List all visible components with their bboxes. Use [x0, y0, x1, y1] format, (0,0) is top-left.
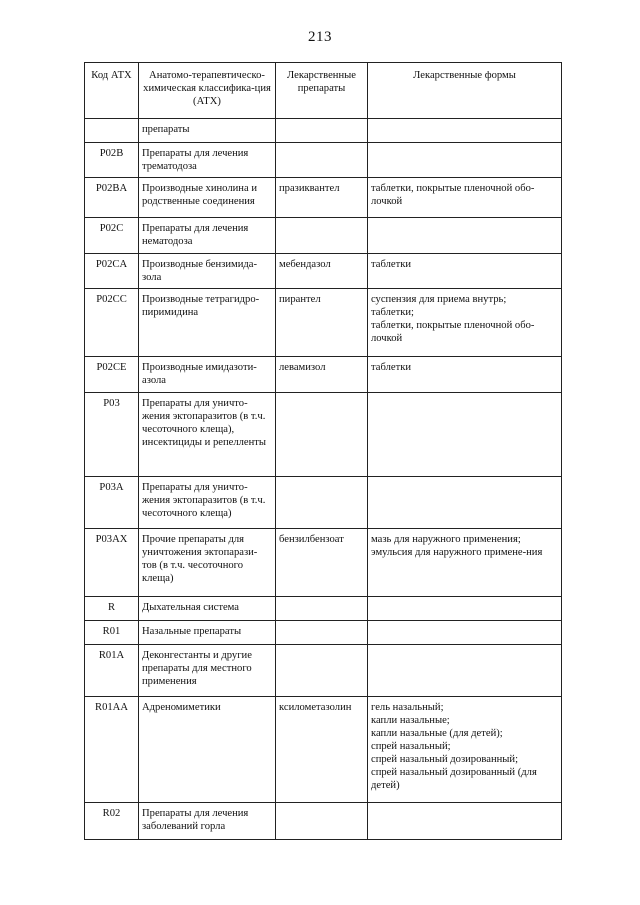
atx-code-cell: P02CE: [85, 357, 139, 393]
table-row: [85, 529, 562, 597]
dosage-form: таблетки, покрытые пленочной обо-лочкой: [371, 320, 535, 344]
drug-cell: левамизол: [276, 357, 368, 393]
classification-cell: Прочие препараты для уничтожения эктопарази-тов (в т.ч. чесоточного клеща): [139, 529, 276, 597]
atx-code-cell: R01A: [85, 645, 139, 697]
atx-code-cell: P03: [85, 393, 139, 477]
header-row: [85, 63, 562, 119]
atx-code-cell: P02B: [85, 143, 139, 178]
table-row: [85, 218, 562, 254]
drug-cell: бензилбензоат: [276, 529, 368, 597]
forms-cell: [368, 289, 562, 357]
atx-code-cell: P02CA: [85, 254, 139, 289]
classification-cell: Дыхательная система: [139, 597, 276, 621]
drug-cell: [276, 645, 368, 697]
atx-code-cell: R: [85, 597, 139, 621]
forms-cell: [368, 254, 562, 289]
classification-cell: Препараты для уничто-жения эктопаразитов (в т.ч. чесоточного клеща): [139, 477, 276, 529]
atx-code-cell: P03AX: [85, 529, 139, 597]
classification-cell: Производные бензимида-зола: [139, 254, 276, 289]
dosage-form: спрей назальный дозированный;: [371, 754, 519, 765]
atx-code-cell: P02BA: [85, 178, 139, 218]
classification-cell: Препараты для лечения нематодоза: [139, 218, 276, 254]
dosage-form: таблетки, покрытые пленочной обо-лочкой: [371, 183, 535, 207]
table-row: [85, 477, 562, 529]
dosage-form: суспензия для приема внутрь;: [371, 294, 507, 305]
drug-cell: [276, 477, 368, 529]
classification-cell: Производные хинолина и родственные соединения: [139, 178, 276, 218]
forms-cell: [368, 597, 562, 621]
atx-code-cell: R02: [85, 803, 139, 840]
atx-code-cell: R01: [85, 621, 139, 645]
classification-cell: Препараты для лечения трематодоза: [139, 143, 276, 178]
table-row: [85, 597, 562, 621]
atx-code-cell: P03A: [85, 477, 139, 529]
dosage-form: спрей назальный;: [371, 741, 451, 752]
dosage-form: капли назальные;: [371, 715, 450, 726]
dosage-form: таблетки: [371, 259, 412, 270]
classification-cell: Деконгестанты и другие препараты для местного применения: [139, 645, 276, 697]
classification-cell: Назальные препараты: [139, 621, 276, 645]
dosage-form: капли назальные (для детей);: [371, 728, 503, 739]
drug-cell: ксилометазолин: [276, 697, 368, 803]
forms-cell: [368, 357, 562, 393]
forms-cell: [368, 621, 562, 645]
table-row: [85, 803, 562, 840]
drug-cell: [276, 597, 368, 621]
drug-cell: [276, 119, 368, 143]
drug-cell: [276, 218, 368, 254]
forms-cell: [368, 803, 562, 840]
forms-cell: [368, 697, 562, 803]
drug-cell: мебендазол: [276, 254, 368, 289]
forms-cell: [368, 178, 562, 218]
forms-cell: [368, 645, 562, 697]
atx-code-cell: P02CC: [85, 289, 139, 357]
drug-cell: [276, 803, 368, 840]
atx-code-cell: P02C: [85, 218, 139, 254]
atx-table: [84, 62, 562, 840]
drug-cell: [276, 393, 368, 477]
drug-cell: [276, 143, 368, 178]
table-row: [85, 119, 562, 143]
forms-cell: [368, 477, 562, 529]
dosage-form: таблетки: [371, 362, 412, 373]
table-row: [85, 143, 562, 178]
page-number: 213: [308, 29, 332, 45]
table-row: [85, 621, 562, 645]
forms-cell: [368, 393, 562, 477]
table-row: [85, 645, 562, 697]
header-code: Код АТХ: [85, 63, 139, 119]
dosage-form: мазь для наружного применения;: [371, 534, 521, 545]
classification-cell: Производные тетрагидро-пиримидина: [139, 289, 276, 357]
drug-cell: пирантел: [276, 289, 368, 357]
classification-cell: Препараты для уничто-жения эктопаразитов (в т.ч. чесоточного клеща), инсектициды и репелленты: [139, 393, 276, 477]
header-drugs: Лекарственные препараты: [276, 63, 368, 119]
classification-cell: Адреномиметики: [139, 697, 276, 803]
table-row: [85, 697, 562, 803]
drug-cell: [276, 621, 368, 645]
classification-cell: Производные имидазоти-азола: [139, 357, 276, 393]
dosage-form: таблетки;: [371, 307, 414, 318]
table-row: [85, 289, 562, 357]
dosage-form: гель назальный;: [371, 702, 444, 713]
drug-cell: празиквантел: [276, 178, 368, 218]
table-row: [85, 393, 562, 477]
forms-cell: [368, 119, 562, 143]
header-classification: Анатомо-терапевтическо-химическая классифика-ция (АТХ): [139, 63, 276, 119]
table-row: [85, 357, 562, 393]
forms-cell: [368, 218, 562, 254]
atx-code-cell: R01AA: [85, 697, 139, 803]
forms-cell: [368, 143, 562, 178]
classification-cell: препараты: [139, 119, 276, 143]
dosage-form: спрей назальный дозированный (для детей): [371, 767, 537, 791]
header-forms: Лекарственные формы: [368, 63, 562, 119]
atx-code-cell: [85, 119, 139, 143]
classification-cell: Препараты для лечения заболеваний горла: [139, 803, 276, 840]
forms-cell: [368, 529, 562, 597]
dosage-form: эмульсия для наружного примене-ния: [371, 547, 543, 558]
table-row: [85, 254, 562, 289]
table-row: [85, 178, 562, 218]
